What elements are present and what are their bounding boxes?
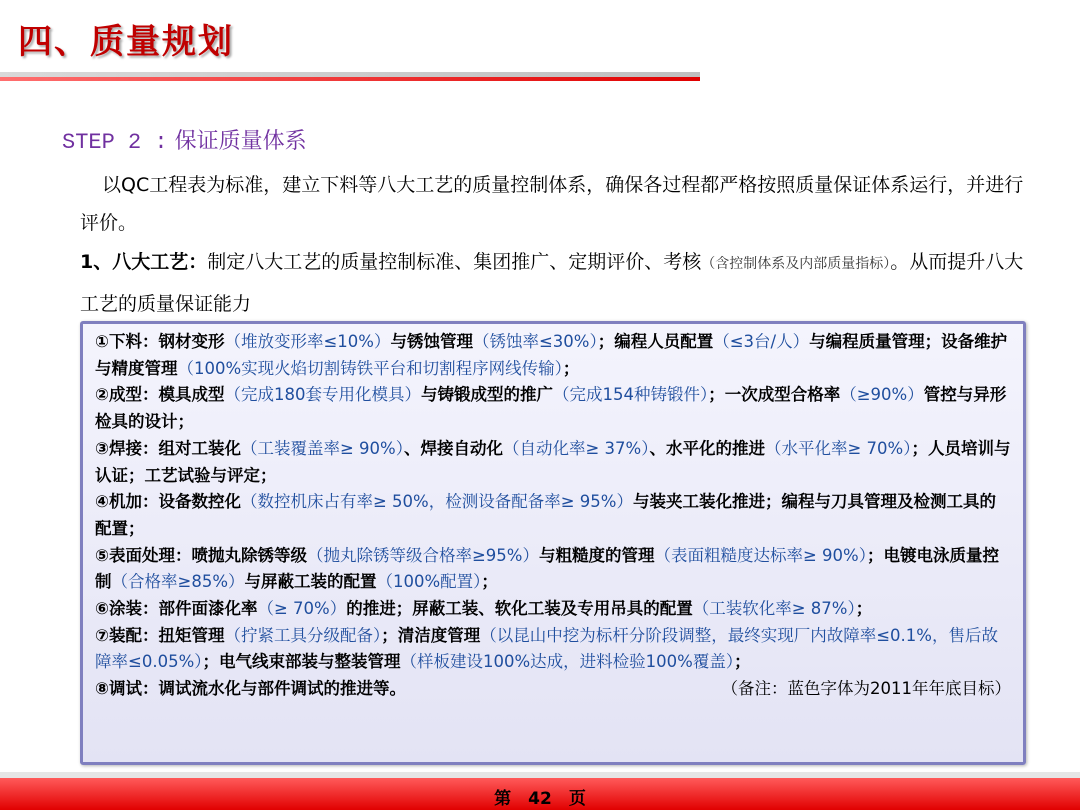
craft-text: 制定八大工艺的质量控制标准、集团推广、定期评价、考核 xyxy=(207,251,702,273)
target-text: （水平化率≥ 70%） xyxy=(764,438,912,458)
item-text: ；人员培训与认证；工艺试验与评定； xyxy=(95,438,1011,485)
item-text: 的推进；屏蔽工装、软化工装及专用吊具的配置 xyxy=(346,599,693,619)
item-number: ⑥ xyxy=(95,599,109,619)
target-text: （工装覆盖率≥ 90%） xyxy=(240,438,404,458)
step-code: STEP 2 : xyxy=(62,130,168,155)
item-text: ； xyxy=(734,652,751,672)
item-text: 与编程质量管理；设备维护与精度管理 xyxy=(95,332,1008,378)
item-text: 表面处理：喷抛丸除锈等级 xyxy=(108,545,307,565)
item-number: ⑦ xyxy=(95,625,109,645)
intro-paragraph: 以QC工程表为标准，建立下料等八大工艺的质量控制体系，确保各过程都严格按照质量保证体系运行，并进行评价。 xyxy=(80,174,1024,234)
craft-lead: 1、八大工艺： xyxy=(80,251,208,273)
target-text: （≥ 70%） xyxy=(257,599,347,619)
craft-tail: 。从而提升八大工艺的质量保证能力 xyxy=(80,251,1024,315)
item-number: ④ xyxy=(95,492,109,512)
target-text: （以昆山中挖为标杆分阶段调整，最终实现厂内故障率≤0.1%，售后故障率≤0.05%） xyxy=(95,625,998,672)
target-text: （合格率≥85%） xyxy=(111,572,245,592)
process-item-1 xyxy=(95,329,1011,382)
item-number: ③ xyxy=(95,438,109,458)
item-text: ；编程人员配置 xyxy=(597,332,714,351)
process-list-box xyxy=(80,321,1026,765)
item-text: 与屏蔽工装的配置 xyxy=(244,572,377,592)
process-item-5 xyxy=(95,543,1011,596)
item-number: ① xyxy=(95,332,109,351)
item-text: 装配：扭矩管理 xyxy=(108,625,225,645)
item-text: ； xyxy=(562,358,580,378)
item-text: ； xyxy=(855,599,873,619)
process-item-8 xyxy=(95,676,1011,703)
title-underline-red xyxy=(0,77,700,81)
target-text: （≤3台/人） xyxy=(713,332,810,351)
target-text: （锈蚀率≤30%） xyxy=(472,332,598,351)
item-text: 涂装：部件面漆化率 xyxy=(108,599,258,619)
item-text: ；电镀电泳质量控制 xyxy=(95,545,999,592)
target-text: （工装软化率≥ 87%） xyxy=(692,599,856,619)
page-number: 第 42 页 xyxy=(494,789,586,809)
slide-title: 四、质量规划 xyxy=(18,22,234,62)
step-heading xyxy=(62,124,307,155)
item-text: 与装夹工装化推进；编程与刀具管理及检测工具的配置； xyxy=(95,492,996,538)
blue-font-note: （备注：蓝色字体为2011年年底目标） xyxy=(721,679,1011,699)
item-text: 机加：设备数控化 xyxy=(108,492,241,512)
process-item-3 xyxy=(95,436,1011,489)
craft-paragraph xyxy=(80,242,1040,324)
item-number: ⑧ xyxy=(95,679,109,699)
item-number: ⑤ xyxy=(95,545,109,565)
process-item-4 xyxy=(95,489,1011,542)
target-text: （完成180套专用化模具） xyxy=(224,385,421,405)
item-text: ； xyxy=(481,572,498,592)
process-items xyxy=(95,329,1011,676)
item-text: 管控与异形检具的设计； xyxy=(95,385,1007,432)
item-text: ；电气线束部装与整装管理 xyxy=(202,652,401,672)
target-text: （表面粗糙度达标率≥ 90%） xyxy=(654,545,867,565)
target-text: （完成154种铸锻件） xyxy=(552,385,709,405)
target-text: （拧紧工具分级配备） xyxy=(224,625,382,645)
item-text: 与粗糙度的管理 xyxy=(538,545,655,565)
item-text: ；清洁度管理 xyxy=(381,625,481,645)
process-item-6 xyxy=(95,596,1011,623)
craft-small-note: （含控制体系及内部质量指标） xyxy=(701,256,891,272)
item-number: ② xyxy=(95,385,109,405)
item-text: 、水平化的推进 xyxy=(649,438,765,458)
item-text: 成型：模具成型 xyxy=(108,385,225,405)
process-item-7 xyxy=(95,623,1011,676)
step-title: 保证质量体系 xyxy=(174,129,307,154)
target-text: （自动化率≥ 37%） xyxy=(502,438,650,458)
item-text: 下料：钢材变形 xyxy=(108,332,225,351)
item-text: ；一次成型合格率 xyxy=(708,385,841,405)
item-text: 与铸锻成型的推广 xyxy=(420,385,553,405)
item-text: 、焊接自动化 xyxy=(403,438,503,458)
target-text: （100%实现火焰切割铸铁平台和切割程序网线传输） xyxy=(177,358,563,378)
item-text: 与锈蚀管理 xyxy=(390,332,473,351)
target-text: （数控机床占有率≥ 50%，检测设备配备率≥ 95%） xyxy=(240,492,633,512)
target-text: （100%配置） xyxy=(376,572,482,592)
item-text: 调试：调试流水化与部件调试的推进等。 xyxy=(108,679,406,699)
process-item-2 xyxy=(95,382,1011,435)
target-text: （样板建设100%达成，进料检验100%覆盖） xyxy=(400,652,735,672)
target-text: （堆放变形率≤10%） xyxy=(224,332,391,351)
target-text: （≥90%） xyxy=(840,385,924,405)
item-text: 焊接：组对工装化 xyxy=(108,438,241,458)
target-text: （抛丸除锈等级合格率≥95%） xyxy=(306,545,539,565)
